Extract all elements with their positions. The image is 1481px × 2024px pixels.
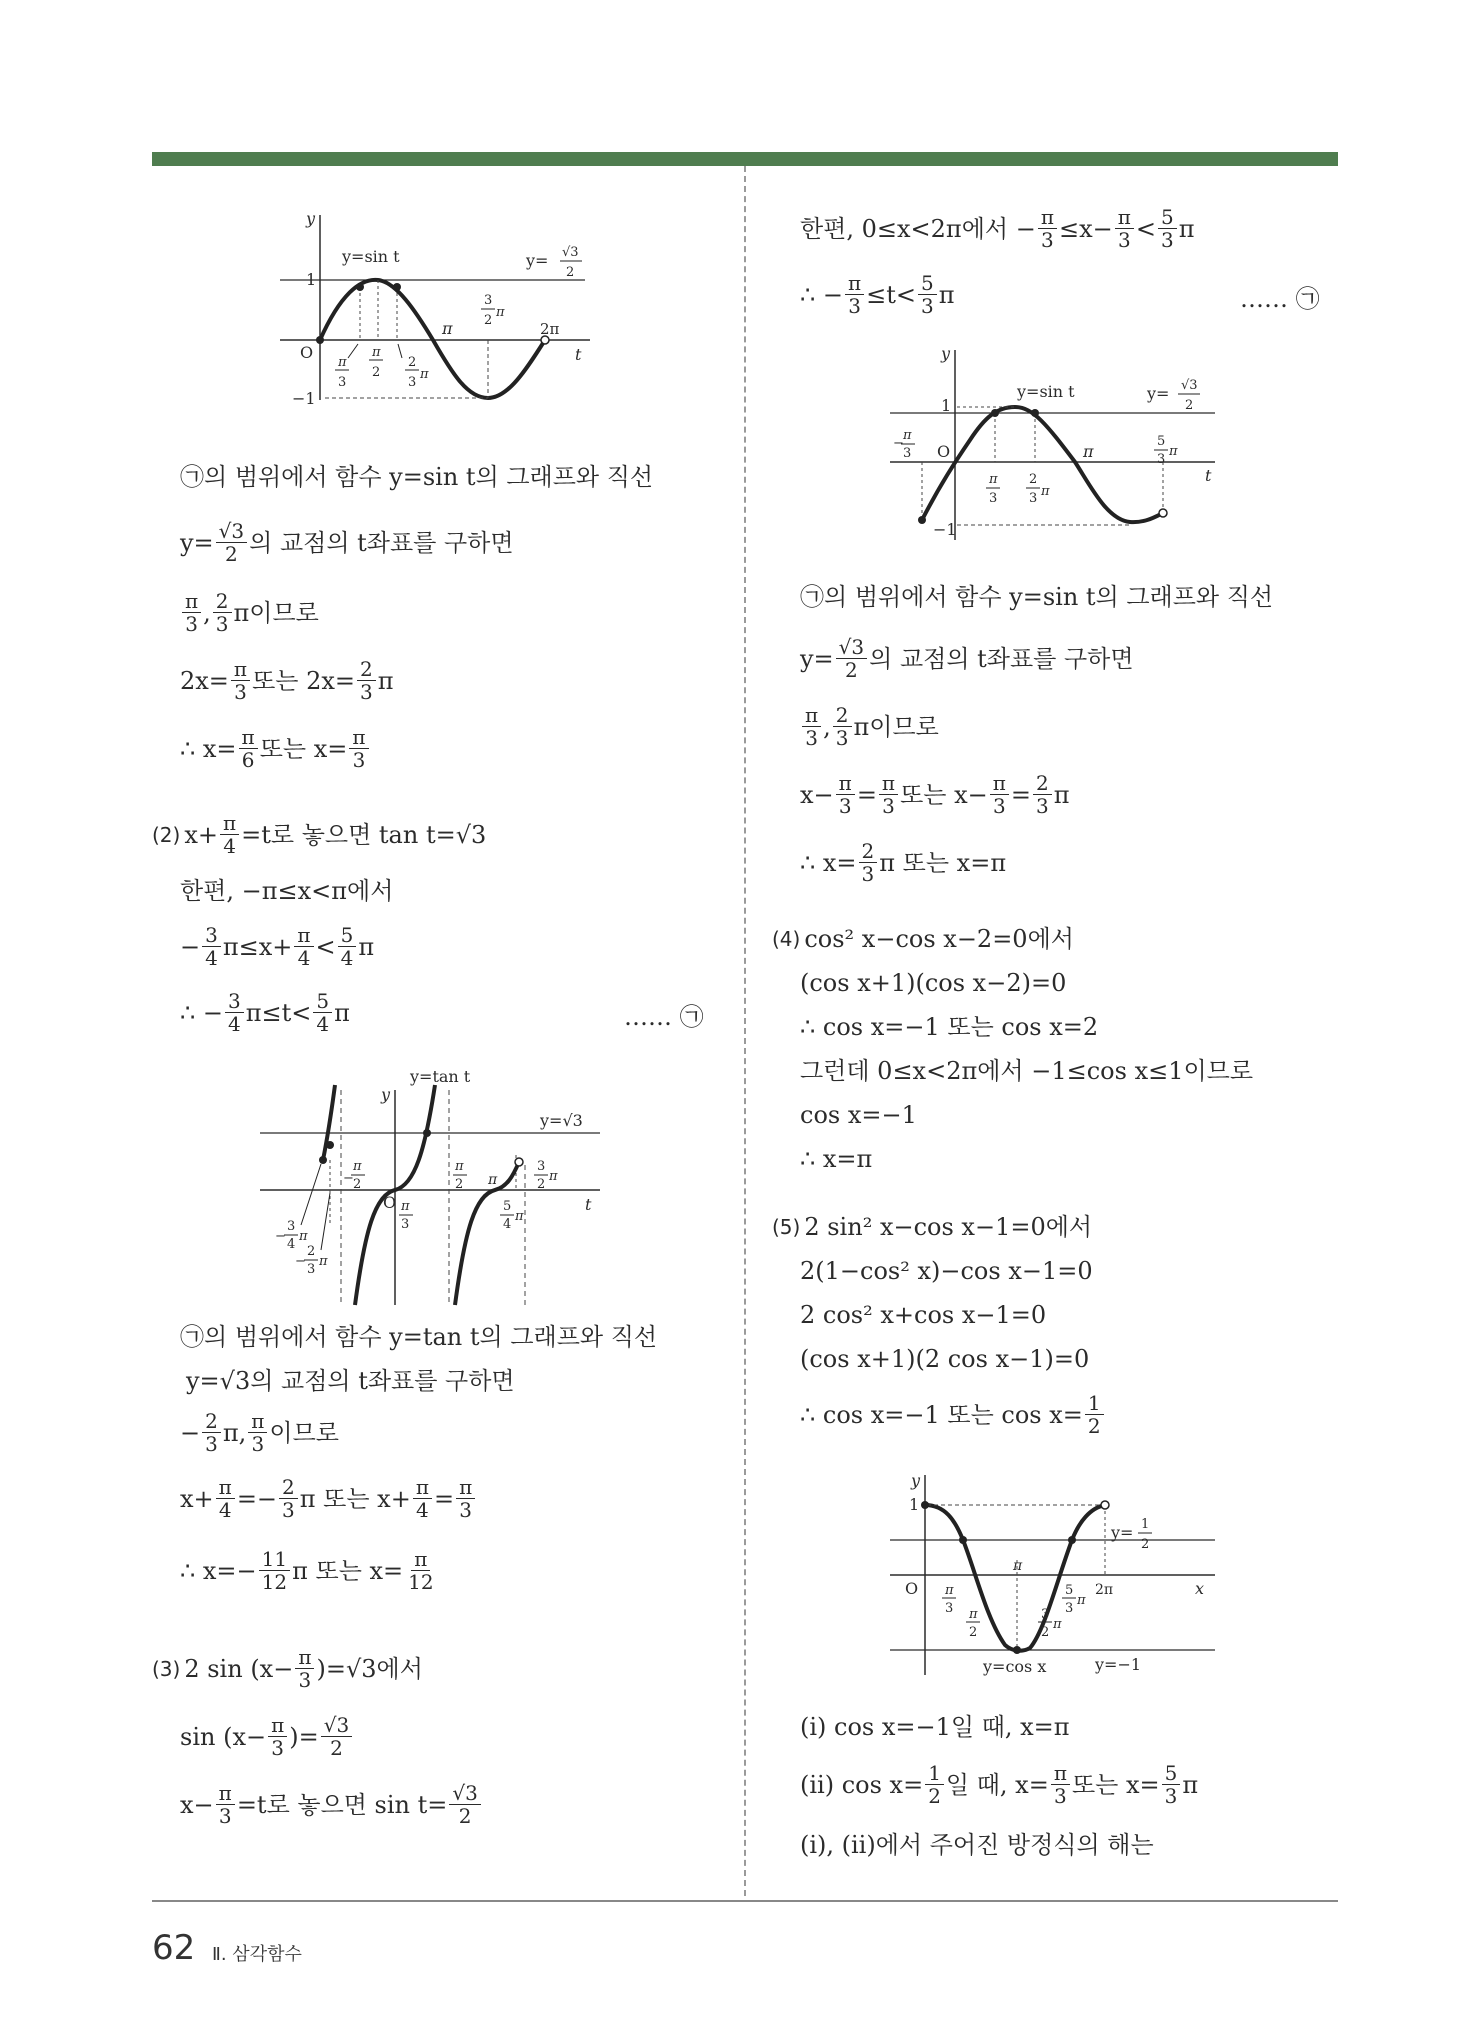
svg-text:3: 3 xyxy=(1065,1601,1074,1616)
svg-text:π: π xyxy=(1083,442,1094,461)
svg-text:3: 3 xyxy=(484,293,493,308)
svg-text:3: 3 xyxy=(338,375,347,390)
r2-line1: ㉠의 범위에서 함수 y=sin t의 그래프와 직선 xyxy=(800,583,1274,611)
svg-text:3: 3 xyxy=(401,1217,410,1232)
svg-text:2: 2 xyxy=(484,313,493,328)
svg-text:t: t xyxy=(585,1195,592,1214)
svg-text:2: 2 xyxy=(408,355,417,370)
svg-text:3: 3 xyxy=(1157,452,1166,467)
p3-line4: x+ $\frac{\pi}{4}$ =− $\frac{2}{3}$ π 또는 x+ $\frac{\pi}{4}$ = $\frac{\pi}{3}$ xyxy=(180,1476,477,1521)
svg-text:π: π xyxy=(496,305,505,320)
svg-text:−1: −1 xyxy=(933,520,957,539)
r3-line4: 그런데 0≤x<2π에서 −1≤cos x≤1이므로 xyxy=(800,1057,1254,1085)
r2-line4: x− $\frac{\pi}{3}$ = $\frac{\pi}{3}$ 또는 x− $\frac{\pi}{3}$ = $\frac{2}{3}$ π xyxy=(800,771,1070,818)
hline2-label: y=−1 xyxy=(1095,1655,1142,1674)
footer-rule xyxy=(152,1900,1338,1902)
svg-text:−: − xyxy=(893,436,904,451)
svg-text:3: 3 xyxy=(537,1159,546,1174)
svg-text:−: − xyxy=(275,1229,286,1244)
svg-text:x: x xyxy=(1195,1579,1205,1598)
p1-line5: ∴ x= $\frac{\pi}{6}$ 또는 x= $\frac{\pi}{3}$ xyxy=(180,726,371,771)
r4-line3: 2 cos² x+cos x−1=0 xyxy=(800,1301,1047,1329)
page-number: 62 xyxy=(152,1928,196,1968)
axis-y-label: y xyxy=(306,210,316,228)
curve-label: y=tan t xyxy=(410,1067,471,1086)
svg-text:5: 5 xyxy=(1157,434,1166,449)
svg-text:π: π xyxy=(1053,1617,1062,1632)
hline1-label: y= xyxy=(1111,1523,1134,1542)
r4-line4: (cos x+1)(2 cos x−1)=0 xyxy=(800,1345,1090,1373)
p4-line2: sin (x− $\frac{\pi}{3}$ )= $\frac{√3}{2}$ xyxy=(180,1714,354,1759)
svg-text:π: π xyxy=(319,1254,328,1269)
r5-line2: (ⅱ) cos x= $\frac{1}{2}$ 일 때, x= $\frac{\pi}{3}$ 또는 x= $\frac{5}{3}$ π xyxy=(800,1761,1199,1808)
p4-line3: x− $\frac{\pi}{3}$ =t로 놓으면 sin t= $\frac{√3}{2}$ xyxy=(180,1782,483,1827)
p2-line1: (2) x+ $\frac{\pi}{4}$ =t로 놓으면 tan t=√3 xyxy=(152,811,487,858)
svg-text:1: 1 xyxy=(1141,1517,1150,1532)
origin-label: O xyxy=(300,343,314,362)
svg-text:π: π xyxy=(420,367,429,382)
tick-pi: π xyxy=(442,319,453,338)
hline-label: y= xyxy=(1147,384,1170,403)
hline-label: y=√3 xyxy=(540,1111,583,1130)
svg-text:√3: √3 xyxy=(562,245,579,260)
column-divider xyxy=(744,166,746,1896)
svg-text:π: π xyxy=(989,472,998,487)
p3-line2: y=√3의 교점의 t좌표를 구하면 xyxy=(186,1367,515,1395)
svg-text:2: 2 xyxy=(372,365,381,380)
r3-line3: ∴ cos x=−1 또는 cos x=2 xyxy=(800,1013,1099,1041)
svg-text:1: 1 xyxy=(909,1495,920,1514)
svg-text:2: 2 xyxy=(1029,472,1038,487)
curve-label: y=cos x xyxy=(983,1657,1047,1676)
top-accent-bar xyxy=(152,152,1338,166)
svg-text:4: 4 xyxy=(287,1237,296,1252)
svg-text:1: 1 xyxy=(941,396,952,415)
svg-text:π: π xyxy=(515,1209,524,1224)
r1-line1: 한편, 0≤x<2π에서 − $\frac{\pi}{3}$ ≤x− $\frac{\pi}{3}$ < $\frac{5}{3}$ π xyxy=(800,205,1195,252)
r3-line2: (cos x+1)(cos x−2)=0 xyxy=(800,969,1067,997)
svg-text:y: y xyxy=(381,1085,391,1104)
svg-text:5: 5 xyxy=(503,1199,512,1214)
r2-line3: $\frac{\pi}{3}$ , $\frac{2}{3}$ π이므로 xyxy=(800,704,939,749)
axis-t-label: t xyxy=(575,345,582,364)
graph-cos xyxy=(885,1470,1225,1680)
p2-line3: − $\frac{3}{4}$ π≤x+ $\frac{\pi}{4}$ < $\frac{5}{4}$ π xyxy=(180,923,375,970)
svg-text:π: π xyxy=(353,1159,362,1174)
r4-line2: 2(1−cos² x)−cos x−1=0 xyxy=(800,1257,1093,1285)
svg-text:t: t xyxy=(1205,466,1212,485)
svg-text:2: 2 xyxy=(307,1244,316,1259)
p2-line2: 한편, −π≤x<π에서 xyxy=(180,877,394,905)
svg-text:2: 2 xyxy=(353,1177,362,1192)
svg-text:O: O xyxy=(905,1579,919,1598)
svg-text:π: π xyxy=(1077,1593,1086,1608)
tick-one: 1 xyxy=(306,270,317,289)
reference-mark: …… ㉠ xyxy=(1240,285,1320,313)
svg-text:π: π xyxy=(945,1583,954,1598)
svg-text:2: 2 xyxy=(1041,1625,1050,1640)
graph-sin-1 xyxy=(270,210,600,410)
svg-text:π: π xyxy=(401,1199,410,1214)
svg-text:3: 3 xyxy=(945,1601,954,1616)
svg-text:π: π xyxy=(1169,444,1178,459)
r3-line5: cos x=−1 xyxy=(800,1101,917,1129)
tick-2pi: 2π xyxy=(540,320,560,338)
p1-line3: $\frac{\pi}{3}$ , $\frac{2}{3}$ π이므로 xyxy=(180,590,319,635)
svg-text:π: π xyxy=(455,1159,464,1174)
p1-line1: ㉠의 범위에서 함수 y=sin t의 그래프와 직선 xyxy=(180,463,654,491)
svg-text:π: π xyxy=(549,1169,558,1184)
svg-text:3: 3 xyxy=(903,446,912,461)
svg-text:3: 3 xyxy=(287,1219,296,1234)
graph-tan xyxy=(255,1060,615,1310)
svg-text:−: − xyxy=(343,1171,354,1186)
p1-line4: 2x= $\frac{\pi}{3}$ 또는 2x= $\frac{2}{3}$ π xyxy=(180,657,394,704)
svg-text:3: 3 xyxy=(307,1262,316,1277)
p2-line4: ∴ − $\frac{3}{4}$ π≤t< $\frac{5}{4}$ π xyxy=(180,989,350,1036)
svg-text:3: 3 xyxy=(989,491,998,506)
p4-line1: (3) 2 sin (x− $\frac{\pi}{3}$ )=√3에서 xyxy=(152,1645,423,1692)
svg-text:2: 2 xyxy=(1185,398,1194,413)
svg-text:4: 4 xyxy=(503,1217,512,1232)
svg-text:2: 2 xyxy=(969,1625,978,1640)
svg-text:2: 2 xyxy=(1141,1537,1150,1552)
r5-line1: (ⅰ) cos x=−1일 때, x=π xyxy=(800,1713,1070,1741)
svg-text:3: 3 xyxy=(408,375,417,390)
p3-line1: ㉠의 범위에서 함수 y=tan t의 그래프와 직선 xyxy=(180,1323,658,1351)
svg-text:−: − xyxy=(295,1254,306,1269)
svg-text:π: π xyxy=(338,355,347,370)
svg-text:y: y xyxy=(941,345,951,363)
page-section-title: Ⅱ. 삼각함수 xyxy=(212,1944,302,1965)
p3-line5: ∴ x=− $\frac{11}{12}$ π 또는 x= $\frac{\pi}{12}$ xyxy=(180,1547,434,1594)
hline-label: y= xyxy=(526,251,549,270)
svg-text:2π: 2π xyxy=(1095,1582,1114,1598)
svg-text:π: π xyxy=(903,428,912,443)
svg-text:π: π xyxy=(372,345,381,360)
svg-text:π: π xyxy=(1013,1558,1023,1574)
svg-text:3: 3 xyxy=(1029,491,1038,506)
r5-line3: (ⅰ), (ⅱ)에서 주어진 방정식의 해는 xyxy=(800,1831,1154,1859)
svg-text:√3: √3 xyxy=(1181,378,1198,393)
svg-text:y: y xyxy=(911,1471,921,1490)
tick-neg-one: −1 xyxy=(292,389,316,408)
svg-text:O: O xyxy=(383,1193,397,1212)
svg-text:5: 5 xyxy=(1065,1583,1074,1598)
svg-text:3: 3 xyxy=(1041,1607,1050,1622)
svg-text:O: O xyxy=(937,442,951,461)
svg-text:π: π xyxy=(1041,484,1050,499)
svg-text:π: π xyxy=(299,1229,308,1244)
r2-line2: y= $\frac{√3}{2}$ 의 교점의 t좌표를 구하면 xyxy=(800,635,1134,682)
p3-line3: − $\frac{2}{3}$ π, $\frac{\pi}{3}$ 이므로 xyxy=(180,1409,339,1456)
svg-text:π: π xyxy=(969,1607,978,1622)
r4-line1: (5) 2 sin² x−cos x−1=0에서 xyxy=(772,1213,1093,1241)
svg-text:2: 2 xyxy=(455,1177,464,1192)
p1-line2: y= $\frac{√3}{2}$ 의 교점의 t좌표를 구하면 xyxy=(180,519,514,566)
r3-line1: (4) cos² x−cos x−2=0에서 xyxy=(772,925,1074,953)
curve-label: y=sin t xyxy=(342,247,400,266)
svg-text:2: 2 xyxy=(566,265,575,280)
fraction: $\frac{√3}{2}$ xyxy=(216,520,247,565)
r4-line5: ∴ cos x=−1 또는 cos x= $\frac{1}{2}$ xyxy=(800,1392,1106,1437)
graph-sin-2 xyxy=(885,345,1225,545)
reference-mark: …… ㉠ xyxy=(624,1003,704,1031)
svg-text:2: 2 xyxy=(537,1177,546,1192)
r2-line5: ∴ x= $\frac{2}{3}$ π 또는 x=π xyxy=(800,839,1007,886)
svg-text:π: π xyxy=(488,1172,498,1188)
r1-line2: ∴ − $\frac{\pi}{3}$ ≤t< $\frac{5}{3}$ π xyxy=(800,271,955,318)
curve-label: y=sin t xyxy=(1017,382,1075,401)
r3-line6: ∴ x=π xyxy=(800,1145,873,1173)
